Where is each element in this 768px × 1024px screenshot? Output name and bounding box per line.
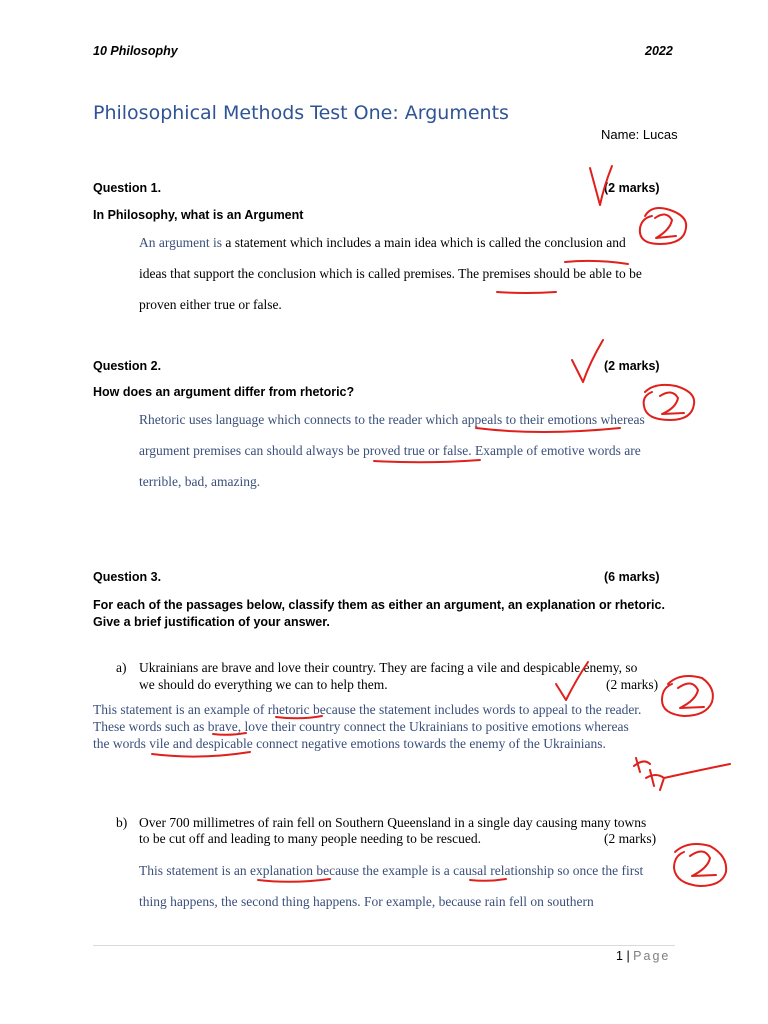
q3-prompt-line-2: Give a brief justification of your answer.: [93, 615, 330, 629]
q2-digit-two: [660, 392, 684, 414]
q3-marks: (6 marks): [604, 570, 660, 584]
q3a-circled-score: [662, 676, 713, 716]
page-separator: |: [626, 949, 630, 963]
q1-digit-two: [655, 214, 676, 238]
q3a-answer-line-3: the words vile and despicable connect negative emotions towards the enemy of the Ukrainians.: [93, 736, 606, 751]
q2-answer-line-2: argument premises can should always be proved true or false. Example of emotive words are: [139, 443, 641, 458]
footer-divider: [93, 945, 675, 946]
q2-answer-line-1: Rhetoric uses language which connects to the reader which appeals to their emotions whereas: [139, 412, 645, 427]
q3b-digit-two: [690, 851, 716, 876]
q3a-answer-line-2: These words such as brave, love their country connect the Ukrainians to positive emotions whereas: [93, 719, 629, 734]
q3a-passage-line-1: Ukrainians are brave and love their country. They are facing a vile and despicable enemy, so: [139, 660, 638, 675]
q1-answer-line-3: proven either true or false.: [139, 297, 282, 312]
q3a-answer-line-1: This statement is an example of rhetoric because the statement includes words to appeal to the reader.: [93, 702, 642, 717]
q3b-circled-score: [674, 844, 726, 886]
q1-answer-lead: An argument is: [139, 235, 222, 250]
q3a-key-note-scribble: [634, 758, 730, 790]
q3b-marks: (2 marks): [604, 831, 657, 846]
q1-circled-score: [640, 208, 686, 244]
q2-tick-mark: [572, 340, 603, 382]
q1-answer-line-1: [139, 227, 626, 258]
q3-heading: Question 3.: [93, 570, 162, 584]
student-name: Name: Lucas: [601, 127, 678, 142]
q3a-label: a): [116, 660, 127, 675]
header-year: 2022: [645, 44, 673, 58]
q3b-answer-line-1: This statement is an explanation because the example is a causal relationship so once the first: [139, 863, 644, 878]
q3-prompt-line-1: For each of the passages below, classify them as either an argument, an explanation or rhetoric.: [93, 598, 665, 612]
q1-prompt: In Philosophy, what is an Argument: [93, 208, 304, 222]
q1-answer-line-2: ideas that support the conclusion which is called premises. The premises should be able to be: [139, 266, 642, 281]
q2-circled-score: [644, 385, 695, 420]
q1-underline-premises: [497, 292, 556, 293]
header-course: 10 Philosophy: [93, 44, 178, 58]
q1-answer-rest: a statement which includes a main idea which is called the conclusion and: [222, 235, 626, 250]
q1-heading: Question 1.: [93, 181, 162, 195]
q3b-label: b): [116, 815, 128, 830]
q3a-digit-two: [678, 683, 704, 708]
page-number: 1: [616, 949, 623, 963]
page-footer: [616, 949, 670, 963]
q1-marks: (2 marks): [604, 181, 660, 195]
document-title: Philosophical Methods Test One: Arguments: [93, 102, 509, 124]
q3b-passage-line-2: to be cut off and leading to many people needing to be rescued.: [139, 831, 482, 846]
q2-heading: Question 2.: [93, 359, 162, 373]
q3b-answer-line-2: thing happens, the second thing happens. For example, because rain fell on southern: [139, 894, 594, 909]
q2-marks: (2 marks): [604, 359, 660, 373]
q2-prompt: How does an argument differ from rhetoric?: [93, 385, 355, 399]
q3b-passage-line-1: Over 700 millimetres of rain fell on Southern Queensland in a single day causing many towns: [139, 815, 647, 830]
q3a-passage-line-2: we should do everything we can to help them.: [139, 677, 388, 692]
q2-answer-line-3: terrible, bad, amazing.: [139, 474, 261, 489]
q3a-marks: (2 marks): [606, 677, 659, 692]
page-word: Page: [633, 949, 671, 963]
